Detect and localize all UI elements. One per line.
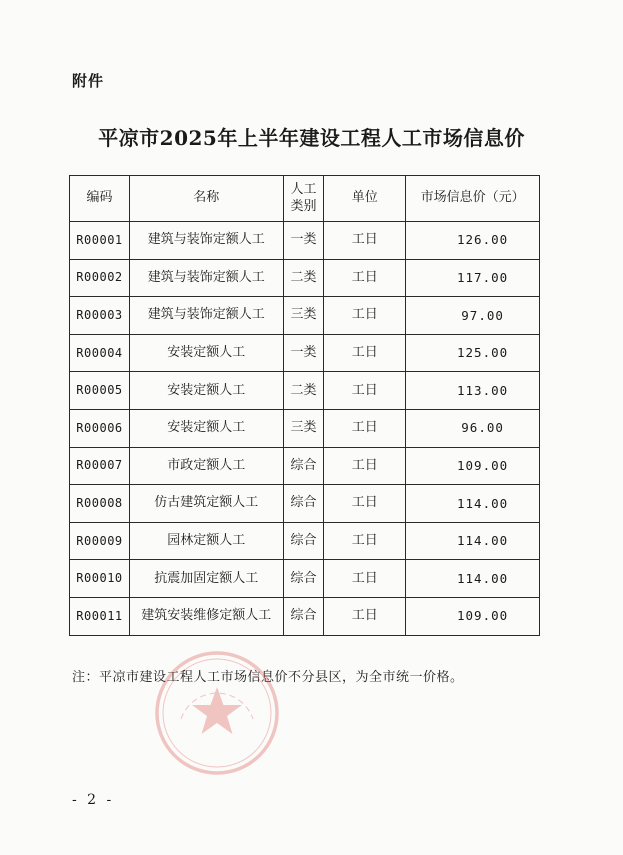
cell-code: R00008	[70, 485, 130, 523]
cell-unit: 工日	[324, 409, 406, 447]
table-row	[70, 409, 540, 447]
cell-unit: 工日	[324, 560, 406, 598]
cell-price: 114.00	[406, 522, 540, 560]
cell-unit: 工日	[324, 447, 406, 485]
cell-name: 建筑与装饰定额人工	[129, 222, 283, 260]
cell-code: R00001	[70, 222, 130, 260]
cell-code: R00005	[70, 372, 130, 410]
cell-price: 114.00	[406, 485, 540, 523]
header-unit: 单位	[324, 176, 406, 222]
cell-price: 117.00	[406, 259, 540, 297]
attachment-label: 附件	[72, 72, 105, 90]
cell-labor-type: 二类	[283, 259, 324, 297]
cell-labor-type: 一类	[283, 222, 324, 260]
cell-code: R00010	[70, 560, 130, 598]
cell-labor-type: 三类	[283, 409, 324, 447]
cell-price: 125.00	[406, 334, 540, 372]
cell-labor-type: 综合	[283, 485, 324, 523]
cell-code: R00011	[70, 597, 130, 635]
header-labor-type-line1: 人工	[290, 182, 317, 198]
cell-labor-type: 二类	[283, 372, 324, 410]
cell-unit: 工日	[324, 259, 406, 297]
cell-name: 建筑与装饰定额人工	[129, 297, 283, 335]
cell-price: 114.00	[406, 560, 540, 598]
official-seal-stamp	[153, 649, 281, 777]
cell-unit: 工日	[324, 372, 406, 410]
page-number: - 2 -	[72, 792, 115, 808]
cell-name: 建筑与装饰定额人工	[129, 259, 283, 297]
cell-unit: 工日	[324, 297, 406, 335]
table-row	[70, 334, 540, 372]
table-row	[70, 372, 540, 410]
header-name: 名称	[129, 176, 283, 222]
cell-price: 96.00	[406, 409, 540, 447]
table-row	[70, 259, 540, 297]
cell-unit: 工日	[324, 597, 406, 635]
cell-code: R00004	[70, 334, 130, 372]
cell-unit: 工日	[324, 522, 406, 560]
cell-labor-type: 综合	[283, 522, 324, 560]
footnote: 注：平凉市建设工程人工市场信息价不分县区，为全市统一价格。	[72, 670, 464, 685]
cell-code: R00003	[70, 297, 130, 335]
header-code: 编码	[70, 176, 130, 222]
page-title: 平凉市2025年上半年建设工程人工市场信息价	[98, 126, 525, 150]
cell-name: 园林定额人工	[129, 522, 283, 560]
cell-code: R00006	[70, 409, 130, 447]
cell-name: 仿古建筑定额人工	[129, 485, 283, 523]
cell-price: 113.00	[406, 372, 540, 410]
cell-price: 109.00	[406, 447, 540, 485]
cell-labor-type: 综合	[283, 597, 324, 635]
table-row	[70, 560, 540, 598]
cell-unit: 工日	[324, 485, 406, 523]
table-row	[70, 485, 540, 523]
cell-name: 市政定额人工	[129, 447, 283, 485]
cell-price: 109.00	[406, 597, 540, 635]
cell-labor-type: 三类	[283, 297, 324, 335]
cell-code: R00007	[70, 447, 130, 485]
cell-name: 安装定额人工	[129, 409, 283, 447]
cell-code: R00009	[70, 522, 130, 560]
header-labor-type-line2: 类别	[290, 198, 317, 214]
cell-labor-type: 综合	[283, 560, 324, 598]
cell-price: 126.00	[406, 222, 540, 260]
seal-star-icon	[192, 687, 242, 734]
cell-name: 安装定额人工	[129, 334, 283, 372]
cell-labor-type: 一类	[283, 334, 324, 372]
labor-price-table	[69, 175, 540, 636]
table-row	[70, 522, 540, 560]
cell-labor-type: 综合	[283, 447, 324, 485]
cell-name: 建筑安装维修定额人工	[129, 597, 283, 635]
header-labor-type	[283, 176, 324, 222]
table-row	[70, 222, 540, 260]
table-row	[70, 597, 540, 635]
table-row	[70, 447, 540, 485]
table-header-row	[70, 176, 540, 222]
cell-price: 97.00	[406, 297, 540, 335]
cell-name: 抗震加固定额人工	[129, 560, 283, 598]
cell-code: R00002	[70, 259, 130, 297]
header-price: 市场信息价（元）	[406, 176, 540, 222]
table-row	[70, 297, 540, 335]
cell-unit: 工日	[324, 334, 406, 372]
cell-unit: 工日	[324, 222, 406, 260]
cell-name: 安装定额人工	[129, 372, 283, 410]
